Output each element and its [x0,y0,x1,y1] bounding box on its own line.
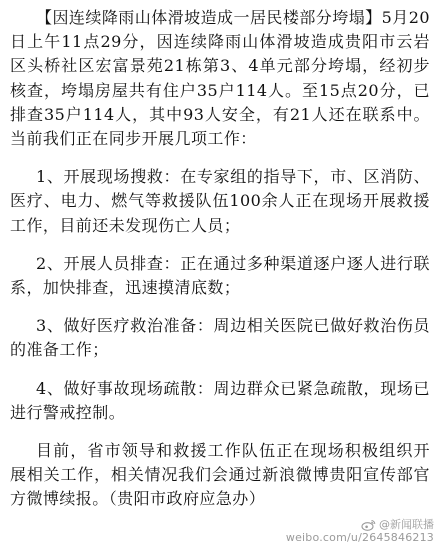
work-item-3: 3、做好医疗救治准备：周边相关医院已做好救治伤员的准备工作； [10,316,430,360]
intro-paragraph: 【因连续降雨山体滑坡造成一居民楼部分垮塌】5月20日上午11点29分，因连续降雨山体滑坡造成贵阳市云岩区头桥社区宏富景苑21栋第3、4单元部分垮塌，经初步核查，垮塌房屋共有住户35户114人。至15点20分，已排查35户114人，其中93人安全，有21人还在联系中。当前我们正在同步开展几项工作： [10,8,430,149]
work-item-2: 2、开展人员排查：正在通过多种渠道逐户逐人进行联系，加快排查，迅速摸清底数； [10,253,430,298]
news-article [10,6,430,512]
work-item-4: 4、做好事故现场疏散：周边群众已紧急疏散，现场已进行警戒控制。 [10,378,430,422]
closing-paragraph: 目前，省市领导和救援工作队伍正在现场积极组织开展相关工作，相关情况我们会通过新浪微博贵阳宣传部官方微博续报。（贵阳市政府应急办） [10,441,430,509]
weibo-logo-icon [361,519,376,531]
weibo-watermark [286,518,434,545]
watermark-handle-row [286,518,434,531]
watermark-handle: @新闻联播 [379,518,434,531]
watermark-url: weibo.com/u/2645846213 [285,531,434,544]
work-item-1: 1、开展现场搜救：在专家组的指导下，市、区消防、医疗、电力、燃气等救援队伍100余人正在现场开展救援工作，目前还未发现伤亡人员； [10,167,430,235]
